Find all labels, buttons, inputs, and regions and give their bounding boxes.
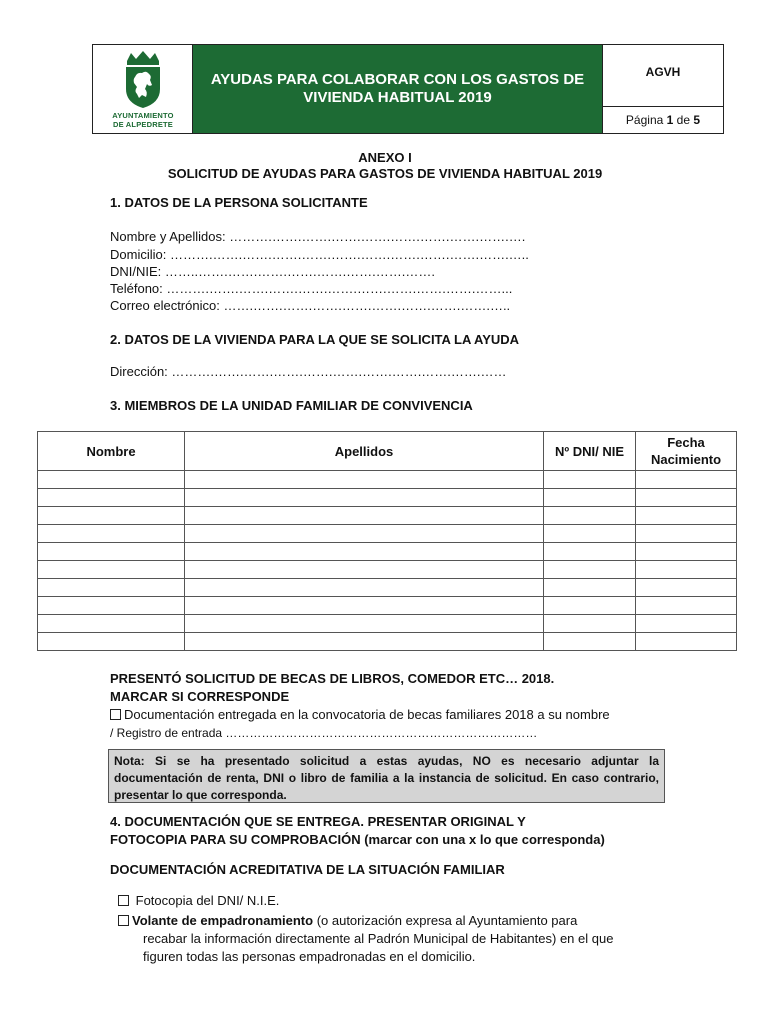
section-4-heading <box>110 813 605 849</box>
document-header <box>92 44 724 134</box>
becas-check-item <box>110 706 610 742</box>
section-1-heading: 1. DATOS DE LA PERSONA SOLICITANTE <box>110 195 368 210</box>
volante-line-2: recabar la información directamente al Padrón Municipal de Habitantes) en el que <box>143 931 614 946</box>
page-indicator <box>603 107 723 133</box>
becas-heading-line-2: MARCAR SI CORRESPONDE <box>110 689 290 704</box>
document-code: AGVH <box>603 45 723 107</box>
volante-checkbox[interactable] <box>118 915 129 926</box>
section-4-heading-line-2: FOTOCOPIA PARA SU COMPROBACIÓN (marcar con una x lo que corresponda) <box>110 832 605 847</box>
col-nombre: Nombre <box>38 432 185 471</box>
table-row[interactable] <box>38 579 737 597</box>
col-dni: Nº DNI/ NIE <box>544 432 636 471</box>
page-total: 5 <box>693 113 701 127</box>
logo-line-2: DE ALPEDRETE <box>112 120 174 129</box>
table-row[interactable] <box>38 489 737 507</box>
page-current: 1 <box>666 113 674 127</box>
doc-item-dni-label: Fotocopia del DNI/ N.I.E. <box>135 893 280 908</box>
volante-line-3: figuren todas las personas empadronadas en el domicilio. <box>143 949 476 964</box>
municipal-logo <box>93 45 193 133</box>
family-members-table <box>37 431 737 651</box>
document-title: AYUDAS PARA COLABORAR CON LOS GASTOS DE VIVIENDA HABITUAL 2019 <box>210 71 585 106</box>
field-telefono[interactable]: Teléfono: ……….…….…….…….…….…….…….…….…….…….……... <box>110 281 513 296</box>
section-2-heading: 2. DATOS DE LA VIVIENDA PARA LA QUE SE SOLICITA LA AYUDA <box>110 332 520 347</box>
annex-line-1: ANEXO I <box>358 150 412 165</box>
field-nombre[interactable]: Nombre y Apellidos: ……….…….…….…….…….…….…….…….…….…. <box>110 229 526 244</box>
field-dni[interactable]: DNI/NIE: ……..…….…….…….…….…….…….…….……. <box>110 264 436 279</box>
table-row[interactable] <box>38 561 737 579</box>
col-fecha: Fecha Nacimiento <box>636 432 737 471</box>
logo-line-1: AYUNTAMIENTO <box>112 111 174 120</box>
annex-title <box>0 150 770 182</box>
table-row[interactable] <box>38 597 737 615</box>
becas-registro-line[interactable]: / Registro de entrada …………………………………………………………………… <box>110 726 538 740</box>
coat-of-arms-icon <box>93 45 193 111</box>
dni-checkbox[interactable] <box>118 895 129 906</box>
table-row[interactable] <box>38 525 737 543</box>
doc-item-volante <box>118 912 663 966</box>
field-direccion[interactable]: Dirección: ……….…….…….…….…….…….…….…….…….…….…… <box>110 364 507 379</box>
col-apellidos: Apellidos <box>185 432 544 471</box>
family-docs-subheading: DOCUMENTACIÓN ACREDITATIVA DE LA SITUACIÓN FAMILIAR <box>110 862 505 877</box>
becas-checkbox[interactable] <box>110 709 121 720</box>
table-row[interactable] <box>38 543 737 561</box>
section-3-heading: 3. MIEMBROS DE LA UNIDAD FAMILIAR DE CONVIVENCIA <box>110 398 473 413</box>
becas-check-label: Documentación entregada en la convocatoria de becas familiares 2018 a su nombre <box>124 707 610 722</box>
becas-heading <box>110 670 660 706</box>
field-email[interactable]: Correo electrónico: …….…….…….…….…….…….…….…….…….….. <box>110 298 511 313</box>
volante-label-bold: Volante de empadronamiento <box>132 913 314 928</box>
table-header-row <box>38 432 737 471</box>
page-sep: de <box>676 113 691 127</box>
field-domicilio[interactable]: Domicilio: ……….…….…….…….…….…….…….…….…….…….…….….. <box>110 247 529 262</box>
becas-heading-line-1: PRESENTÓ SOLICITUD DE BECAS DE LIBROS, COMEDOR ETC… 2018. <box>110 671 555 686</box>
doc-item-dni <box>118 893 279 908</box>
annex-line-2: SOLICITUD DE AYUDAS PARA GASTOS DE VIVIENDA HABITUAL 2019 <box>167 166 603 181</box>
page-label: Página <box>625 113 664 127</box>
header-title-cell <box>193 45 603 133</box>
volante-label-rest: (o autorización expresa al Ayuntamiento para <box>313 913 578 928</box>
table-row[interactable] <box>38 633 737 651</box>
table-row[interactable] <box>38 507 737 525</box>
table-row[interactable] <box>38 615 737 633</box>
section-4-heading-line-1: 4. DOCUMENTACIÓN QUE SE ENTREGA. PRESENTAR ORIGINAL Y <box>110 814 526 829</box>
note-box: Nota: Si se ha presentado solicitud a estas ayudas, NO es necesario adjuntar la documentación de renta, DNI o libro de familia a la instancia de solicitud. En caso contrario, presentar lo que corresponda. <box>108 749 665 803</box>
table-row[interactable] <box>38 471 737 489</box>
